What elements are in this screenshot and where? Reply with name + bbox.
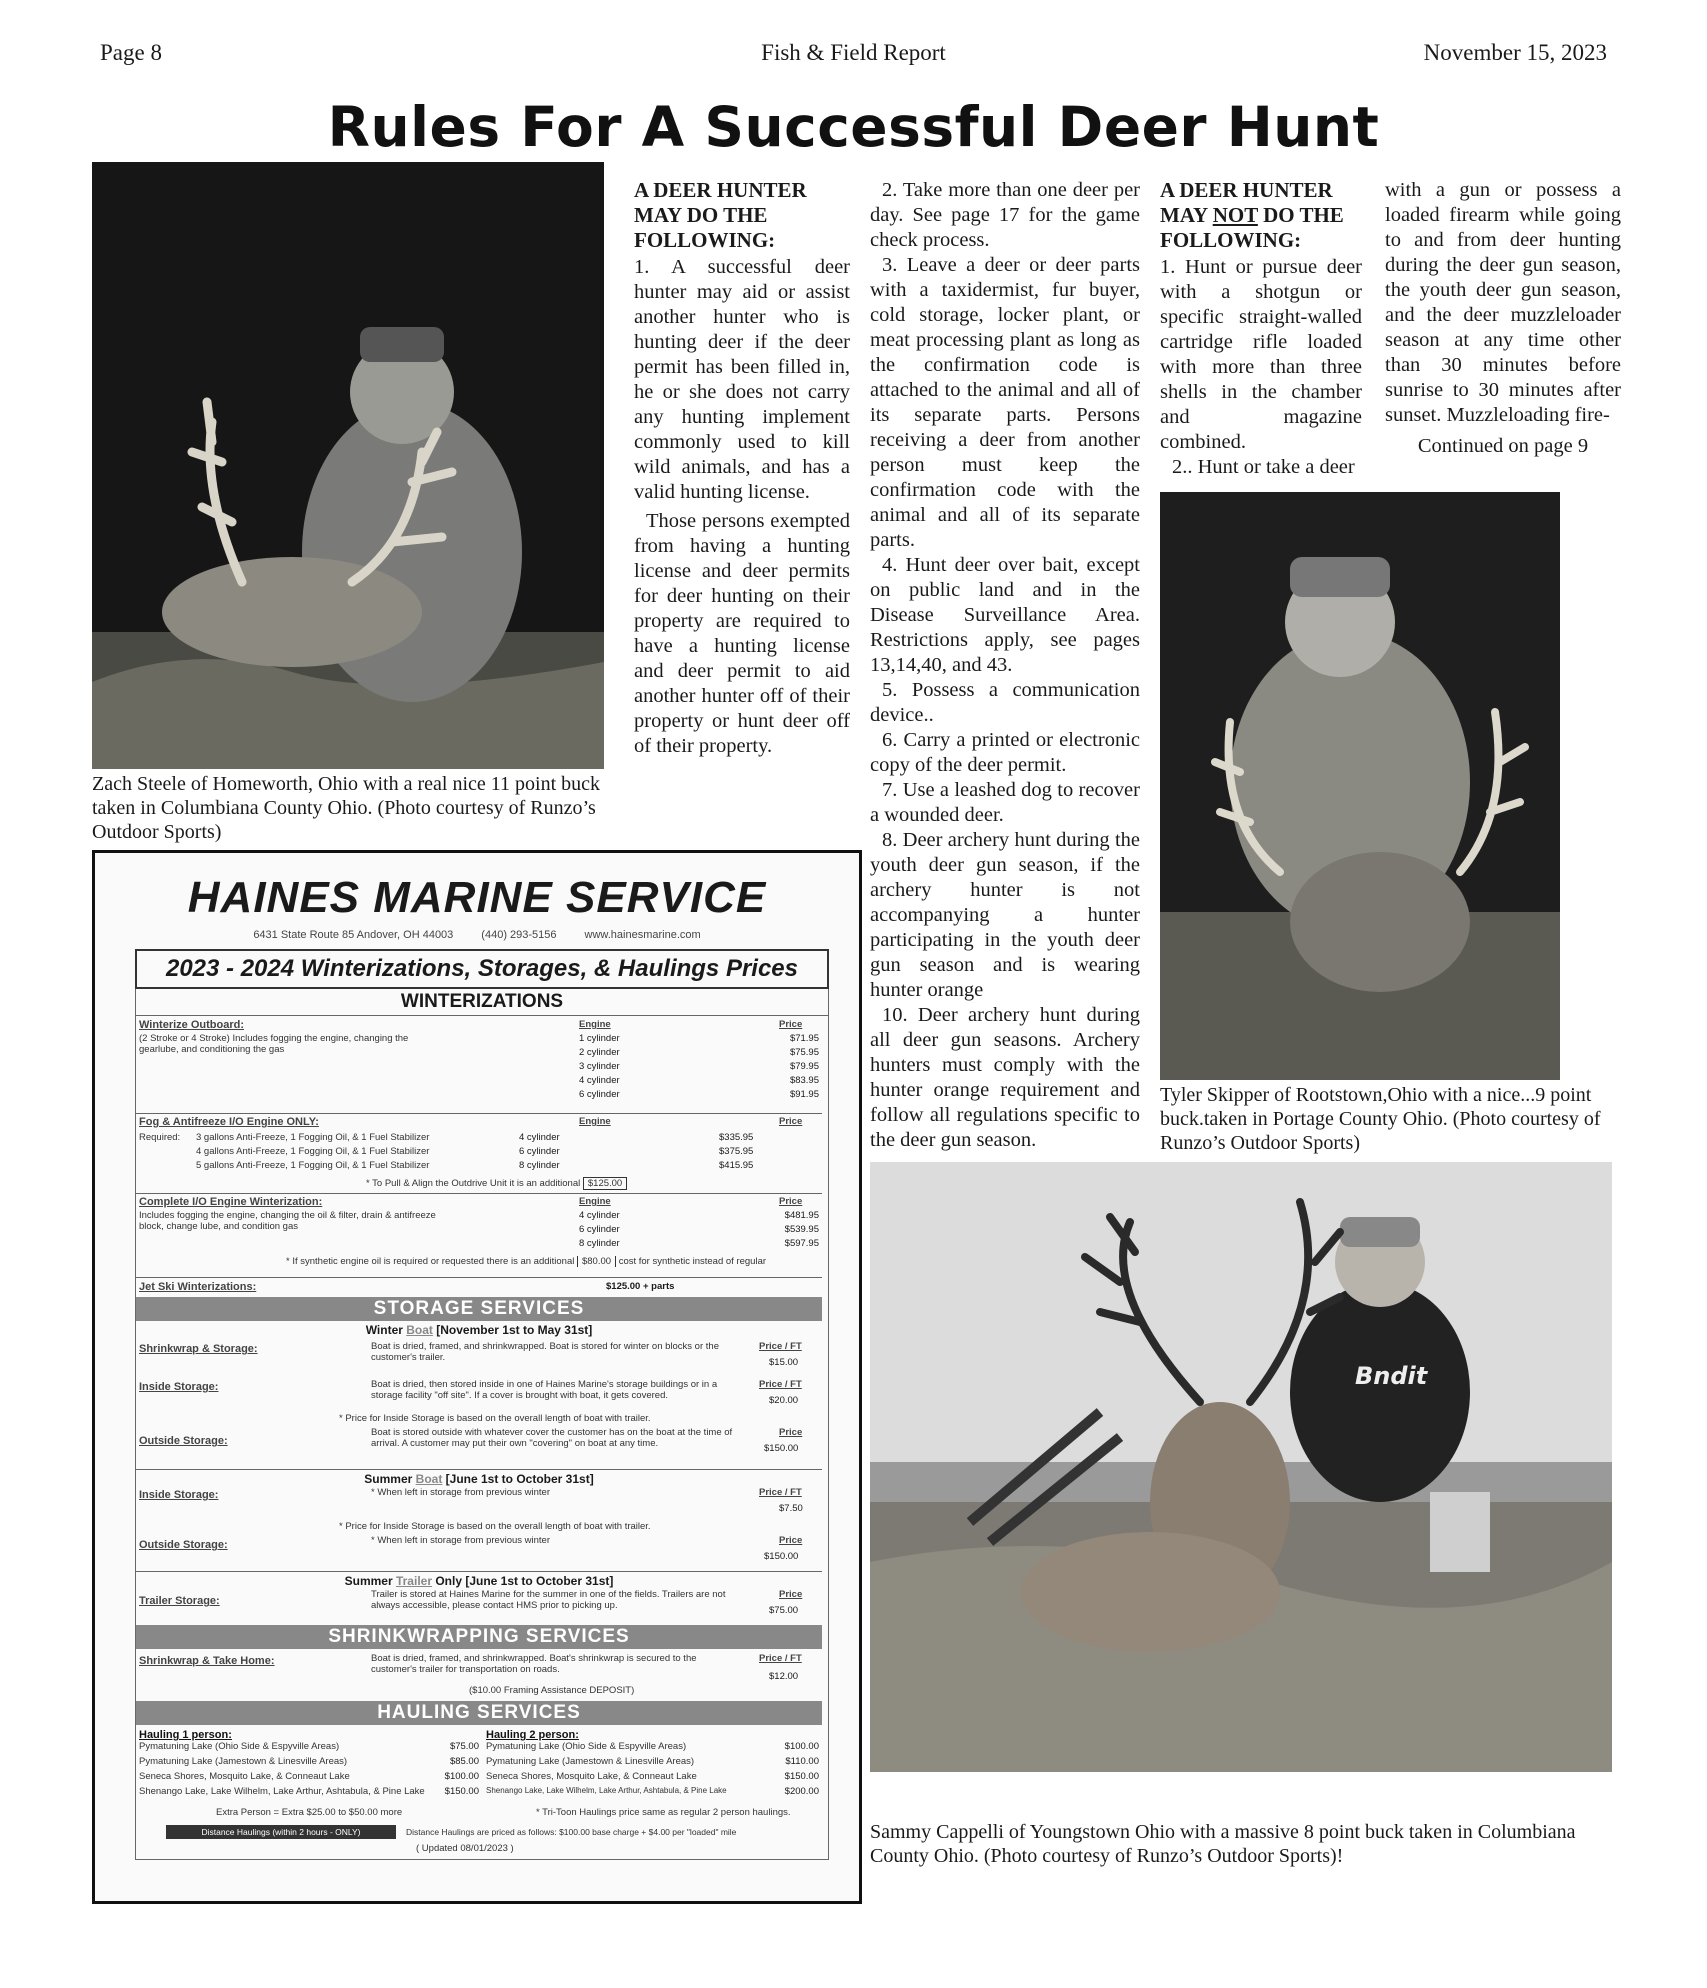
ad-price-title: 2023 - 2024 Winterizations, Storages, & Haulings Prices: [135, 949, 829, 989]
may-not-item-1: 1. Hunt or pursue deer with a shotgun or specific straight-walled cartridge rifle loaded with more than three shells in the chamber and magazine combined.: [1160, 256, 1362, 453]
price-row: 8 cylinder $597.95: [579, 1238, 819, 1249]
column-may-not-continued: [1385, 178, 1621, 459]
photo3-caption: Sammy Cappelli of Youngstown Ohio with a massive 8 point buck taken in Columbiana County Ohio. (Photo courtesy of Runzo’s Outdoor Sports)!: [870, 1821, 1576, 1867]
ad-website[interactable]: www.hainesmarine.com: [584, 929, 701, 941]
may-not-heading: A DEER HUNTER MAY NOT DO THE FOLLOWING:: [1160, 178, 1344, 252]
fog-label: Fog & Antifreeze I/O Engine ONLY:: [139, 1116, 319, 1128]
outboard-engine-header: Engine: [579, 1019, 611, 1030]
outside-storage-price-header: Price: [779, 1427, 803, 1438]
may-do-item: 7. Use a leashed dog to recover a wounded deer.: [870, 779, 1140, 826]
complete-note: * If synthetic engine oil is required or requested there is an additional $80.00 cost for synthetic instead of regular: [286, 1256, 767, 1267]
headline: Rules For A Successful Deer Hunt: [327, 95, 1380, 159]
complete-price-header: Price: [779, 1196, 803, 1207]
jetski-label: Jet Ski Winterizations:: [139, 1281, 257, 1293]
fog-rows: [196, 1132, 819, 1174]
ad-company-name: HAINES MARINE SERVICE: [187, 873, 767, 922]
summer-inside-price: $7.50: [779, 1503, 803, 1514]
may-do-heading: A DEER HUNTER MAY DO THE FOLLOWING:: [634, 178, 807, 252]
shirt-logo: Bndit: [1355, 1362, 1428, 1390]
fog-note: * To Pull & Align the Outdrive Unit it is an additional $125.00: [366, 1178, 627, 1189]
hauling-row: Seneca Shores, Mosquito Lake, & Conneaut Lake $100.00: [139, 1771, 479, 1782]
shrink-take-desc: Boat is dried, framed, and shrinkwrapped. Boat's shrinkwrap is secured to the customer's trailer for transportation on roads.: [371, 1653, 697, 1675]
shrink-storage-label: Shrinkwrap & Storage:: [139, 1343, 258, 1355]
photo-sammy-cappelli: [870, 1162, 1612, 1772]
tritoon-note: * Tri-Toon Haulings price same as regular 2 person haulings.: [536, 1807, 791, 1818]
price-row: 3 gallons Anti-Freeze, 1 Fogging Oil, & 1 Fuel Stabilizer 4 cylinder $335.95: [196, 1132, 754, 1143]
complete-label: Complete I/O Engine Winterization:: [139, 1196, 323, 1208]
summer-outside-label: Outside Storage:: [139, 1539, 228, 1551]
hauling-row: Shenango Lake, Lake Wilhelm, Lake Arthur, Ashtabula, & Pine Lake $150.00: [139, 1786, 479, 1797]
complete-block: [136, 1193, 822, 1278]
outboard-block: [139, 1019, 819, 1113]
may-do-exemption: Those persons exempted from having a hunting license and deer permits for deer hunting on their property are required to have a hunting license and deer permit to aid another hunter off of their property or hunt deer off of their property.: [634, 510, 850, 757]
inside-storage-label: Inside Storage:: [139, 1381, 219, 1393]
summer-boat-heading: Summer Boat [June 1st to October 31st]: [136, 1469, 822, 1486]
may-do-item: 3. Leave a deer or deer parts with a taxidermist, fur buyer, cold storage, locker plant, or meat processing plant as long as the confirmation code is attached to the animal and all of its separate parts. Persons receiving a deer from another person must keep the confirmation code with the animal and all of its separate parts.: [870, 254, 1140, 551]
trailer-storage-desc: Trailer is stored at Haines Marine for the summer in one of the fields. Trailers are not always accessible, please contact HMS prior to picking up.: [371, 1589, 726, 1611]
outside-storage-label: Outside Storage:: [139, 1435, 228, 1447]
hauling-row: Pymatuning Lake (Ohio Side & Espyville Areas) $100.00: [486, 1741, 819, 1752]
column-may-do: [634, 178, 850, 759]
hauling-2-person: [486, 1729, 819, 1801]
inside-storage-note: * Price for Inside Storage is based on the overall length of boat with trailer.: [339, 1413, 651, 1424]
shrink-storage-price: $15.00: [769, 1357, 799, 1368]
inside-storage-desc: Boat is dried, then stored inside in one of Haines Marine's storage buildings or in a storage facility "off site". If a cover is brought with boat, it gets covered.: [371, 1379, 718, 1401]
may-not-item-2-continued: with a gun or possess a loaded firearm while going to and from deer hunting during the deer gun season, the youth deer gun season, and the deer muzzleloader season at any time other than 30 minutes before sunrise to 30 minutes after sunset. Muzzleloading fire-: [1385, 179, 1621, 426]
hauling-row: Pymatuning Lake (Jamestown & Linesville Areas) $85.00: [139, 1756, 479, 1767]
sec-storage: STORAGE SERVICES: [136, 1297, 822, 1321]
publication-name: Fish & Field Report: [761, 40, 946, 65]
outboard-rows: [579, 1033, 819, 1103]
extra-person-note: Extra Person = Extra $25.00 to $50.00 more: [216, 1807, 403, 1818]
sec-hauling: HAULING SERVICES: [136, 1701, 822, 1725]
price-row: 4 cylinder $83.95: [579, 1075, 819, 1086]
ad-phone[interactable]: (440) 293-5156: [481, 929, 557, 941]
column-may-do-continued: [870, 178, 1140, 1153]
shrink-storage-row: [139, 1341, 819, 1377]
hunter-photo-2: [1160, 492, 1560, 1080]
page-number: Page 8: [100, 40, 162, 65]
updated-date: ( Updated 08/01/2023 ): [416, 1843, 514, 1854]
hunter-photo-3: [870, 1162, 1612, 1772]
sec-winterizations: WINTERIZATIONS: [136, 989, 828, 1016]
photo-zach-steele: [92, 162, 604, 769]
may-do-item-1: 1. A successful deer hunter may aid or assist another hunter who is hunting deer if the deer permit has been filled in, he or she does not carry any hunting implement commonly used to kill wild animals, and has a valid hunting license.: [634, 256, 850, 503]
may-do-item: 5. Possess a communication device..: [870, 679, 1140, 726]
may-do-item: 8. Deer archery hunt during the youth deer gun season, if the archery hunter is not accompanying a hunter participating in the youth deer gun season and is wearing hunter orange: [870, 829, 1140, 1001]
column-may-not-do: [1160, 178, 1362, 480]
summer-inside-label: Inside Storage:: [139, 1489, 219, 1501]
may-do-item: 2. Take more than one deer per day. See page 17 for the game check process.: [870, 179, 1140, 251]
photo2-caption: Tyler Skipper of Rootstown,Ohio with a nice...9 point buck.taken in Portage County Ohio. (Photo courtesy of Runzo’s Outdoor Sports): [1160, 1084, 1601, 1154]
hauling-row: Seneca Shores, Mosquito Lake, & Conneaut Lake $150.00: [486, 1771, 819, 1782]
summer-inside-note: * Price for Inside Storage is based on the overall length of boat with trailer.: [339, 1521, 651, 1532]
price-row: 1 cylinder $71.95: [579, 1033, 819, 1044]
outside-storage-desc: Boat is stored outside with whatever cover the customer has on the boat at the time of arrival. A customer may put their own "covering" on boat at any time.: [371, 1427, 733, 1449]
hauling-row: Pymatuning Lake (Jamestown & Linesville Areas) $110.00: [486, 1756, 819, 1767]
summer-outside-price: $150.00: [764, 1551, 799, 1562]
price-row: 6 cylinder $539.95: [579, 1224, 819, 1235]
photo-tyler-skipper: [1160, 492, 1560, 1080]
distance-right: Distance Haulings are priced as follows: $100.00 base charge + $4.00 per "loaded" mile: [406, 1827, 737, 1837]
summer-inside-row: [139, 1487, 819, 1533]
inside-storage-row: [139, 1379, 819, 1425]
outboard-desc: (2 Stroke or 4 Stroke) Includes fogging the engine, changing the gearlube, and conditioning the gas: [139, 1033, 409, 1055]
fog-block: [136, 1113, 822, 1194]
continued-link[interactable]: Continued on page 9: [1417, 435, 1589, 457]
price-row: 5 gallons Anti-Freeze, 1 Fogging Oil, & 1 Fuel Stabilizer 8 cylinder $415.95: [196, 1160, 754, 1171]
fog-engine-header: Engine: [579, 1116, 611, 1127]
shrink-take-note: ($10.00 Framing Assistance DEPOSIT): [469, 1685, 635, 1696]
hunter-photo-1: [92, 162, 604, 769]
shrink-storage-desc: Boat is dried, framed, and shrinkwrapped. Boat is stored for winter on blocks or the customer's trailer.: [371, 1341, 719, 1363]
price-row: 2 cylinder $75.95: [579, 1047, 819, 1058]
complete-rows: [579, 1210, 819, 1252]
hauling-1-person: [139, 1729, 479, 1801]
summer-inside-desc: * When left in storage from previous winter: [371, 1487, 550, 1498]
jetski-price: $125.00 + parts: [606, 1281, 675, 1292]
jetski-block: [136, 1277, 822, 1298]
outside-storage-price: $150.00: [764, 1443, 799, 1454]
trailer-storage-label: Trailer Storage:: [139, 1595, 220, 1607]
shrink-take-label: Shrinkwrap & Take Home:: [139, 1655, 275, 1667]
shrink-storage-price-header: Price / FT: [759, 1341, 802, 1352]
inside-storage-price: $20.00: [769, 1395, 799, 1406]
outboard-label: Winterize Outboard:: [139, 1019, 245, 1031]
fog-price-header: Price: [779, 1116, 803, 1127]
sec-shrinkwrapping: SHRINKWRAPPING SERVICES: [136, 1625, 822, 1649]
summer-inside-price-header: Price / FT: [759, 1487, 802, 1498]
trailer-storage-price-header: Price: [779, 1589, 803, 1600]
hauling-row: Pymatuning Lake (Ohio Side & Espyville Areas) $75.00: [139, 1741, 479, 1752]
distance-left: Distance Haulings (within 2 hours - ONLY): [166, 1825, 396, 1839]
may-do-item: 10. Deer archery hunt during all deer gun seasons. Archery hunters must comply with the hunter orange requirement and follow all regulations specific to the deer gun season.: [870, 1004, 1140, 1151]
inside-storage-price-header: Price / FT: [759, 1379, 802, 1390]
price-row: 4 gallons Anti-Freeze, 1 Fogging Oil, & 1 Fuel Stabilizer 6 cylinder $375.95: [196, 1146, 754, 1157]
issue-date: November 15, 2023: [1423, 40, 1607, 65]
price-row: 6 cylinder $91.95: [579, 1089, 819, 1100]
outboard-price-header: Price: [779, 1019, 803, 1030]
price-row: 4 cylinder $481.95: [579, 1210, 819, 1221]
ad-address: 6431 State Route 85 Andover, OH 44003: [253, 929, 454, 941]
fog-required: Required:: [139, 1132, 181, 1143]
haines-marine-ad: [92, 850, 862, 1904]
hauling-1-label: Hauling 1 person:: [139, 1729, 232, 1741]
summer-outside-price-header: Price: [779, 1535, 803, 1546]
winter-boat-heading: Winter Boat [November 1st to May 31st]: [365, 1323, 593, 1337]
shrink-take-price-header: Price / FT: [759, 1653, 802, 1664]
outside-storage-row: [139, 1427, 819, 1467]
shrink-take-row: [139, 1653, 819, 1699]
price-row: 3 cylinder $79.95: [579, 1061, 819, 1072]
may-do-item: 4. Hunt deer over bait, except on public land and in the Disease Surveillance Area. Restrictions apply, see pages 13,14,40, and 43.: [870, 554, 1140, 676]
trailer-storage-row: [139, 1589, 819, 1623]
summer-outside-desc: * When left in storage from previous winter: [371, 1535, 550, 1546]
ad-contact-line: [95, 929, 859, 941]
trailer-storage-price: $75.00: [769, 1605, 799, 1616]
complete-engine-header: Engine: [579, 1196, 611, 1207]
may-do-item: 6. Carry a printed or electronic copy of the deer permit.: [870, 729, 1140, 776]
summer-trailer-heading: Summer Trailer Only [June 1st to October 31st]: [136, 1571, 822, 1588]
ad-price-table: [135, 989, 829, 1860]
summer-outside-row: [139, 1535, 819, 1569]
may-not-item-2: 2.. Hunt or take a deer: [1172, 456, 1355, 478]
hauling-2-label: Hauling 2 person:: [486, 1729, 579, 1741]
photo1-caption: Zach Steele of Homeworth, Ohio with a real nice 11 point buck taken in Columbiana County Ohio. (Photo courtesy of Runzo’s Outdoor Sports): [92, 773, 600, 843]
shrink-take-price: $12.00: [769, 1671, 799, 1682]
complete-desc: Includes fogging the engine, changing the oil & filter, drain & antifreeze block, change lube, and condition gas: [139, 1210, 436, 1232]
hauling-row: Shenango Lake, Lake Wilhelm, Lake Arthur, Ashtabula, & Pine Lake $200.00: [486, 1786, 819, 1797]
